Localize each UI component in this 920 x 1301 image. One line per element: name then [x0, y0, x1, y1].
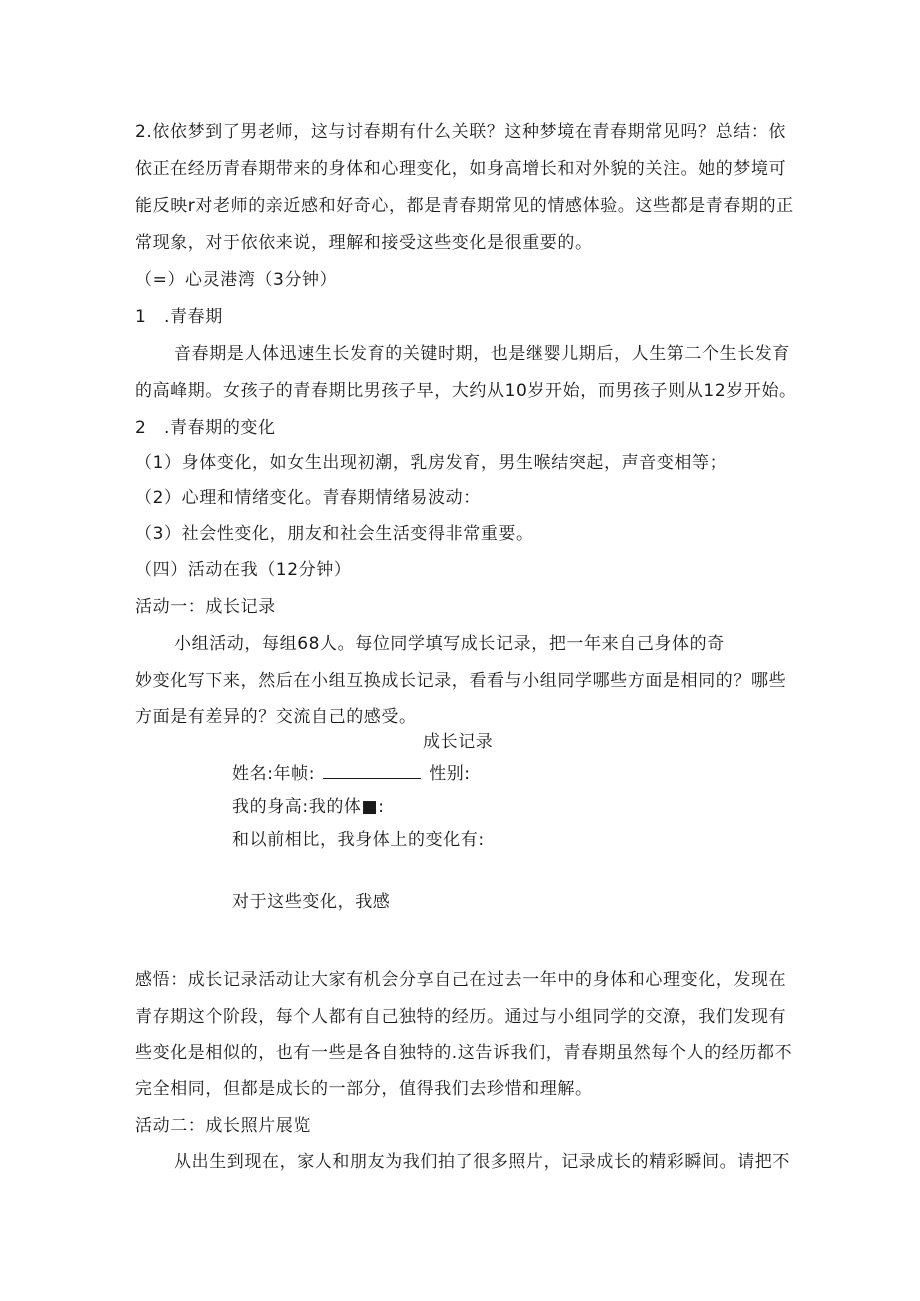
- activity-2-line-1: 从出生到现在，家人和朋友为我们拍了很多照片，记录成长的精彩瞬间。请把不: [174, 1152, 790, 1172]
- form-height-weight-row: 我的身高:我的体■:: [232, 797, 385, 817]
- section-heading-3: （=）心灵港湾（3分钟）: [135, 270, 338, 290]
- reflection-line-2: 青存期这个阶段，每个人都有自己独特的经历。通过与小组同学的交潦，我们发现有: [135, 1007, 787, 1027]
- form-feelings-row: 对于这些变化，我感: [232, 892, 391, 912]
- change-item-2: （2）心理和情绪变化。青春期情绪易波动：: [135, 488, 481, 508]
- activity-1-line-3: 方面是有差异的？交流自己的感受。: [135, 707, 417, 727]
- activity-1-line-2: 妙变化写下来，然后在小组互换成长记录，看看与小组同学哪些方面是相同的？哪些: [135, 671, 787, 691]
- activity-2-title: 活动二：成长照片展览: [135, 1116, 311, 1136]
- gender-label: 性别:: [429, 764, 471, 784]
- change-item-3: （3）社会性变化，朋友和社会生活变得非常重要。: [135, 524, 534, 544]
- item-1-paragraph-line-2: 的高峰期。女孩子的青春期比男孩子早，大约从10岁开始，而男孩子则从12岁开始。: [135, 381, 797, 401]
- name-age-label: 姓名:年帧:: [232, 764, 316, 784]
- age-blank-line: [323, 762, 421, 779]
- item-2-title: 2 .青春期的变化: [135, 418, 276, 438]
- growth-record-title: 成长记录: [423, 732, 494, 752]
- form-name-row: [232, 762, 471, 786]
- item-1-title: 1 .青春期: [135, 307, 223, 327]
- reflection-line-4: 完全相同，但都是成长的一部分，值得我们去珍惜和理解。: [135, 1079, 593, 1099]
- reflection-line-3: 些变化是相似的，也有一些是各自独特的.这告诉我们，青春期虽然每个人的经历都不: [135, 1043, 793, 1063]
- q2-line-2: 依正在经历青春期带来的身体和心理变化，如身高增长和对外貌的关注。她的梦境可: [135, 159, 787, 179]
- activity-1-line-1: 小组活动，每组68人。每位同学填写成长记录，把一年来自己身体的奇: [174, 634, 725, 654]
- q2-line-3: 能反映r对老师的亲近感和好奇心，都是青春期常见的情感体验。这些都是青春期的正: [135, 196, 794, 216]
- reflection-line-1: 感悟：成长记录活动让大家有机会分享自己在过去一年中的身体和心理变化，发现在: [135, 970, 787, 990]
- q2-line-1: 2.依依梦到了男老师，这与讨春期有什么关联？这种梦境在青春期常见吗？总结：依: [135, 122, 787, 142]
- form-changes-row: 和以前相比，我身体上的变化有:: [232, 830, 485, 850]
- q2-line-4: 常现象，对于依依来说，理解和接受这些变化是很重要的。: [135, 233, 593, 253]
- activity-1-title: 活动一：成长记录: [135, 597, 276, 617]
- change-item-1: （1）身体变化，如女生出现初潮，乳房发育，男生喉结突起，声音变相等；: [135, 453, 728, 473]
- section-heading-4: （四）活动在我（12分钟）: [135, 560, 352, 580]
- item-1-paragraph-line-1: 音春期是人体迅速生长发育的关键时期，也是继婴儿期后，人生第二个生长发育: [174, 344, 790, 364]
